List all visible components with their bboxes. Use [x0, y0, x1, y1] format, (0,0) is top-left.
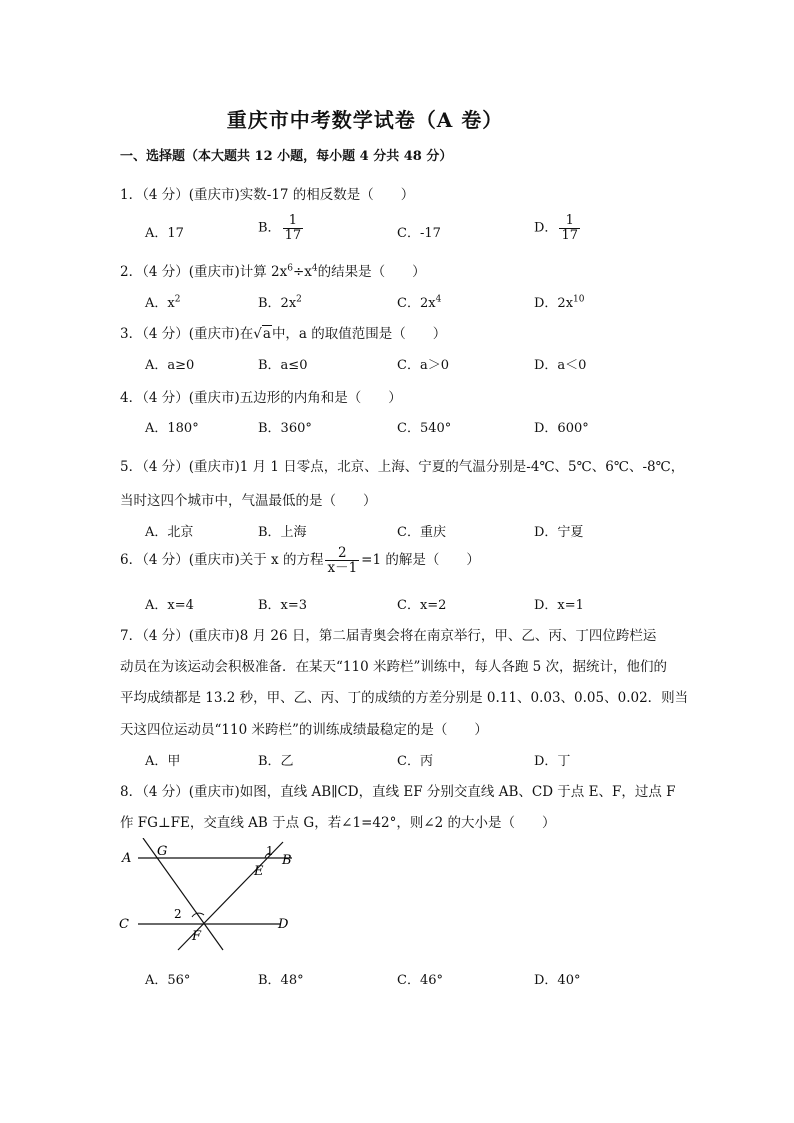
- q4-option-a: A．180°: [145, 421, 199, 436]
- q1-option-a: A．17: [145, 226, 184, 241]
- q2-option-a-base: A．x: [145, 296, 175, 311]
- q8-option-a: A．56°: [145, 973, 191, 988]
- question-7-stem-line-1: 7．（4 分）(重庆市)8 月 26 日，第二届青奥会将在南京举行，甲、乙、丙、丁四位跨栏运: [120, 628, 657, 644]
- q3-option-b: B．a≤0: [258, 358, 308, 373]
- question-6-stem: [120, 546, 480, 575]
- radical-sign: √: [253, 326, 262, 342]
- q4-option-d: D．600°: [534, 421, 589, 436]
- question-7-stem-line-2: 动员在为该运动会积极准备．在某天“110 米跨栏”训练中，每人各跑 5 次，据统计，他们的: [120, 659, 668, 675]
- q6-stem-pre: 6．（4 分）(重庆市)关于 x 的方程: [120, 552, 324, 569]
- q2-option-d: [534, 292, 584, 311]
- q2-stem-mid: ÷x: [292, 264, 312, 280]
- q1-option-b-denominator: 17: [284, 227, 302, 243]
- q7-option-a: A．甲: [145, 754, 181, 769]
- q1-option-d-numerator: 1: [559, 214, 580, 229]
- q8-option-c: C．46°: [397, 973, 443, 988]
- q3-stem-post: 中，a 的取值范围是（ ）: [271, 326, 447, 342]
- q2-stem-post: 的结果是（ ）: [317, 264, 426, 280]
- q1-option-d: [534, 214, 582, 242]
- q1-option-d-denominator: 17: [561, 227, 578, 243]
- q2-option-d-base: D．2x: [534, 296, 574, 311]
- q6-option-b: B．x=3: [258, 598, 308, 613]
- q2-exp-2: 4: [311, 263, 318, 274]
- q3-radicand: a: [262, 326, 271, 342]
- q6-option-a: A．x=4: [145, 598, 194, 613]
- q3-option-a: A．a≥0: [145, 358, 195, 373]
- q2-option-c-exp: 4: [435, 294, 442, 305]
- label-f: F: [192, 929, 202, 944]
- q2-option-b: [258, 292, 302, 311]
- question-2-stem: [120, 260, 426, 280]
- q2-option-a: [145, 292, 180, 311]
- label-angle-2: 2: [174, 907, 182, 921]
- question-3-stem: [120, 322, 446, 342]
- q2-option-b-base: B．2x: [258, 296, 297, 311]
- q2-option-d-exp: 10: [573, 294, 585, 305]
- q3-stem-pre: 3．（4 分）(重庆市)在: [120, 326, 254, 342]
- q7-option-d: D．丁: [534, 754, 571, 769]
- q4-option-c: C．540°: [397, 421, 452, 436]
- q7-option-c: C．丙: [397, 754, 433, 769]
- question-8-stem-line-2: 作 FG⊥FE，交直线 AB 于点 G，若∠1=42°，则∠2 的大小是（ ）: [120, 815, 556, 831]
- page-title: 重庆市中考数学试卷（A 卷）: [226, 108, 504, 132]
- label-c: C: [119, 917, 129, 932]
- q5-option-a: A．北京: [145, 525, 194, 540]
- q6-stem-post: =1 的解是（ ）: [361, 552, 480, 569]
- q1-option-b-numerator: 1: [283, 214, 304, 229]
- section-heading: 一、选择题（本大题共 12 小题，每小题 4 分共 48 分）: [120, 149, 453, 164]
- q4-option-b: B．360°: [258, 421, 312, 436]
- label-d: D: [278, 917, 289, 932]
- q8-option-d: D．40°: [534, 973, 581, 988]
- q7-option-b: B．乙: [258, 754, 294, 769]
- q6-fraction: [325, 546, 359, 575]
- q6-numerator: 2: [325, 546, 359, 561]
- q6-option-c: C．x=2: [397, 598, 447, 613]
- q1-option-d-prefix: D．: [534, 220, 558, 236]
- q2-exp-1: 6: [287, 263, 293, 274]
- q1-option-c: C．-17: [397, 226, 441, 241]
- q6-option-d: D．x=1: [534, 598, 584, 613]
- question-5-stem-line-1: 5．（4 分）(重庆市)1 月 1 日零点，北京、上海、宁夏的气温分别是-4℃、5℃、6℃、-8℃，: [120, 459, 685, 475]
- geometry-figure: [110, 838, 310, 953]
- q2-stem-pre: 2．（4 分）(重庆市)计算 2x: [120, 264, 288, 280]
- label-b: B: [282, 853, 292, 868]
- label-g: G: [157, 844, 168, 859]
- q1-option-b-fraction: [283, 214, 304, 242]
- q5-option-c: C．重庆: [397, 525, 446, 540]
- label-e: E: [254, 864, 264, 879]
- q5-option-b: B．上海: [258, 525, 307, 540]
- q1-option-b: [258, 214, 305, 242]
- question-4-stem: 4．（4 分）(重庆市)五边形的内角和是（ ）: [120, 390, 402, 406]
- question-8-stem-line-1: 8．（4 分）(重庆市)如图，直线 AB∥CD，直线 EF 分别交直线 AB、CD 于点 E、F，过点 F: [120, 784, 676, 800]
- question-7-stem-line-4: 天这四位运动员“110 米跨栏”的训练成绩最稳定的是（ ）: [120, 722, 488, 738]
- q2-option-a-exp: 2: [174, 294, 181, 305]
- label-a: A: [122, 851, 132, 866]
- q3-option-c: C．a＞0: [397, 358, 449, 373]
- q5-option-d: D．宁夏: [534, 525, 584, 540]
- q3-option-d: D．a＜0: [534, 358, 587, 373]
- q1-option-d-fraction: [559, 214, 580, 242]
- q2-option-c: [397, 292, 441, 311]
- q6-denominator: x－1: [327, 560, 358, 577]
- question-7-stem-line-3: 平均成绩都是 13.2 秒，甲、乙、丙、丁的成绩的方差分别是 0.11、0.03、0.05、0.02．则当: [120, 690, 689, 706]
- line-gf: [143, 838, 223, 950]
- question-1-stem: 1．（4 分）(重庆市)实数-17 的相反数是（ ）: [120, 187, 415, 203]
- q1-option-b-prefix: B．: [258, 220, 281, 236]
- q2-option-c-base: C．2x: [397, 296, 436, 311]
- q2-option-b-exp: 2: [296, 294, 302, 305]
- question-5-stem-line-2: 当时这四个城市中，气温最低的是（ ）: [120, 493, 377, 509]
- label-angle-1: 1: [266, 844, 274, 858]
- q8-option-b: B．48°: [258, 973, 304, 988]
